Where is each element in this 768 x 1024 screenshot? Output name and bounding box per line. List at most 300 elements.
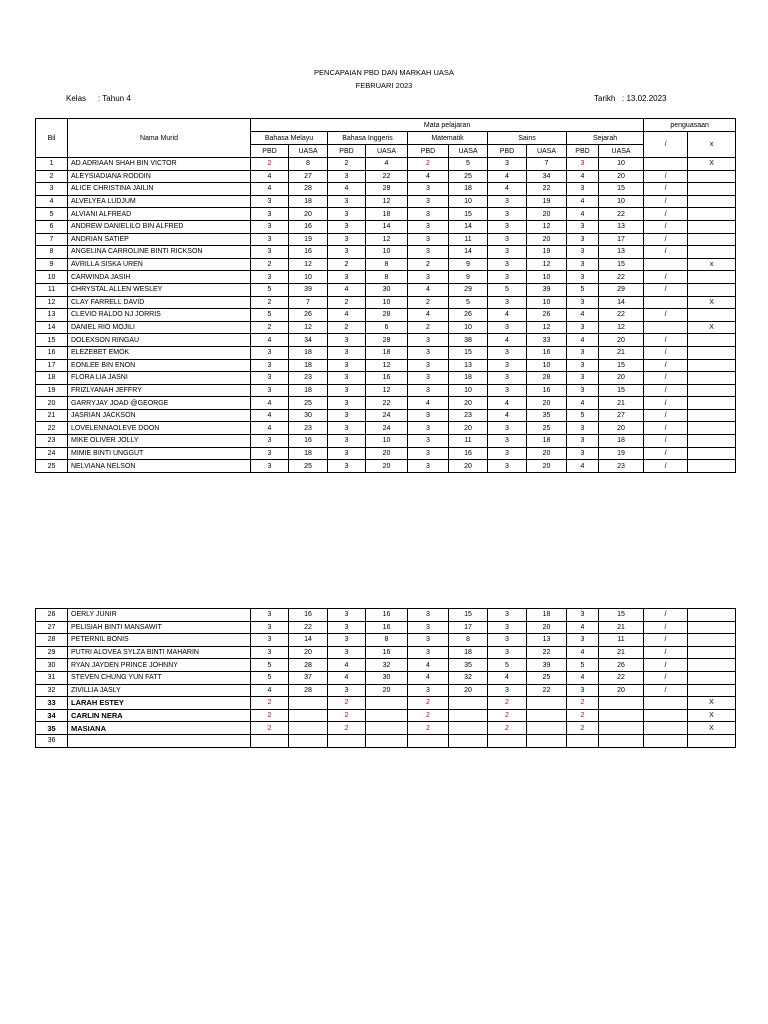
sains-uasa-cell: 39 <box>527 283 567 296</box>
sains-uasa-cell: 22 <box>527 183 567 196</box>
kelas-label: Kelas <box>66 94 87 103</box>
table-row <box>36 722 736 735</box>
mt-pbd-cell: 3 <box>408 409 449 422</box>
bi-uasa-cell: 20 <box>366 447 408 460</box>
sains-uasa-cell: 34 <box>527 170 567 183</box>
sains-pbd-cell: 3 <box>488 621 527 634</box>
bi-uasa-cell: 12 <box>366 384 408 397</box>
student-name-cell: NELVIANA NELSON <box>68 460 251 473</box>
bm-pbd-cell: 3 <box>251 195 289 208</box>
bm-pbd-cell: 3 <box>251 384 289 397</box>
mt-pbd-cell: 2 <box>408 258 449 271</box>
mt-uasa-cell: 18 <box>449 646 488 659</box>
bm-uasa-cell: 28 <box>289 659 328 672</box>
mt-pbd-cell: 3 <box>408 246 449 259</box>
mt-pbd-cell: 3 <box>408 233 449 246</box>
pass-mark-cell: / <box>644 435 688 448</box>
student-name-cell: DANIEL RIO MOJILI <box>68 321 251 334</box>
fail-mark-cell <box>688 659 736 672</box>
bi-uasa-cell: 10 <box>366 246 408 259</box>
sejarah-uasa-cell: 15 <box>599 384 644 397</box>
sains-pbd-cell: 3 <box>488 447 527 460</box>
sains-uasa-cell: 20 <box>527 397 567 410</box>
bi-pbd-cell: 3 <box>328 447 366 460</box>
fail-mark-cell <box>688 372 736 385</box>
student-name-cell: CARWINDA JASIH <box>68 271 251 284</box>
table-row <box>36 422 736 435</box>
sains-uasa-cell <box>527 697 567 710</box>
bil-cell: 9 <box>36 258 68 271</box>
bm-pbd-cell: 3 <box>251 208 289 221</box>
table-row <box>36 734 736 747</box>
mt-pbd-cell: 3 <box>408 460 449 473</box>
sains-pbd-cell: 4 <box>488 409 527 422</box>
bm-pbd-cell: 3 <box>251 621 289 634</box>
bi-pbd-cell: 3 <box>328 170 366 183</box>
table-row <box>36 372 736 385</box>
sains-uasa-cell: 18 <box>527 609 567 622</box>
sains-pbd-cell: 3 <box>488 233 527 246</box>
sains-pbd-cell: 4 <box>488 671 527 684</box>
bi-uasa-cell: 16 <box>366 372 408 385</box>
pass-mark-cell: / <box>644 646 688 659</box>
bil-cell: 13 <box>36 309 68 322</box>
pass-mark-cell: / <box>644 372 688 385</box>
sejarah-uasa-cell: 20 <box>599 334 644 347</box>
sains-uasa-cell: 12 <box>527 220 567 233</box>
bm-pbd-cell: 2 <box>251 296 289 309</box>
sejarah-uasa-cell: 22 <box>599 208 644 221</box>
bm-pbd-cell: 3 <box>251 220 289 233</box>
bil-cell: 22 <box>36 422 68 435</box>
mt-pbd-cell: 3 <box>408 646 449 659</box>
pass-mark-cell: / <box>644 220 688 233</box>
pass-mark-cell: / <box>644 271 688 284</box>
sejarah-uasa-cell: 21 <box>599 397 644 410</box>
sejarah-uasa-cell <box>599 709 644 722</box>
student-name-cell: ALVIANI ALFREAD <box>68 208 251 221</box>
bm-pbd-cell: 5 <box>251 659 289 672</box>
sains-uasa-cell: 20 <box>527 208 567 221</box>
bi-pbd-cell: 4 <box>328 659 366 672</box>
mt-uasa-cell: 35 <box>449 659 488 672</box>
table-row <box>36 170 736 183</box>
mt-uasa-cell: 20 <box>449 684 488 697</box>
bil-cell: 36 <box>36 734 68 747</box>
bm-uasa-cell: 18 <box>289 447 328 460</box>
sains-uasa-cell: 19 <box>527 246 567 259</box>
table-row <box>36 283 736 296</box>
sejarah-pbd-cell: 4 <box>567 170 599 183</box>
sejarah-uasa-cell: 22 <box>599 671 644 684</box>
bi-uasa-cell: 16 <box>366 621 408 634</box>
mt-pbd-cell: 2 <box>408 709 449 722</box>
fail-mark-cell <box>688 734 736 747</box>
student-name-cell: MASIANA <box>68 722 251 735</box>
table-row <box>36 183 736 196</box>
pass-mark-cell: / <box>644 208 688 221</box>
sains-uasa-cell: 25 <box>527 671 567 684</box>
sejarah-pbd-cell: 4 <box>567 671 599 684</box>
sejarah-uasa-cell: 20 <box>599 422 644 435</box>
bi-pbd-cell: 2 <box>328 296 366 309</box>
bm-pbd-cell: 4 <box>251 334 289 347</box>
bi-uasa-cell: 30 <box>366 283 408 296</box>
sejarah-pbd-cell: 3 <box>567 321 599 334</box>
bi-pbd-cell: 3 <box>328 384 366 397</box>
bi-uasa-cell: 28 <box>366 183 408 196</box>
sains-pbd-cell: 3 <box>488 258 527 271</box>
bil-cell: 29 <box>36 646 68 659</box>
sejarah-uasa-cell: 15 <box>599 359 644 372</box>
mt-uasa-cell: 18 <box>449 372 488 385</box>
sains-pbd-cell: 3 <box>488 646 527 659</box>
sejarah-pbd-cell: 3 <box>567 609 599 622</box>
pass-mark-cell <box>644 321 688 334</box>
sains-pbd-cell: 5 <box>488 659 527 672</box>
bm-uasa-cell: 34 <box>289 334 328 347</box>
sejarah-uasa-cell: 21 <box>599 346 644 359</box>
sains-pbd-cell: 3 <box>488 346 527 359</box>
sejarah-uasa-cell: 12 <box>599 321 644 334</box>
marks-table-part-2 <box>35 608 736 748</box>
table-row <box>36 258 736 271</box>
bi-pbd-cell: 3 <box>328 208 366 221</box>
table-row <box>36 447 736 460</box>
sains-pbd-cell: 3 <box>488 435 527 448</box>
bil-cell: 32 <box>36 684 68 697</box>
fail-mark-cell <box>688 422 736 435</box>
fail-mark-cell <box>688 621 736 634</box>
sejarah-pbd-cell: 4 <box>567 460 599 473</box>
mt-uasa-cell: 23 <box>449 409 488 422</box>
sejarah-pbd-cell: 3 <box>567 422 599 435</box>
header-subject: Bahasa Melayu <box>251 132 328 145</box>
pass-mark-cell <box>644 722 688 735</box>
mt-pbd-cell: 3 <box>408 208 449 221</box>
bi-pbd-cell: 3 <box>328 684 366 697</box>
sejarah-pbd-cell: 4 <box>567 646 599 659</box>
sejarah-pbd-cell: 3 <box>567 447 599 460</box>
mt-uasa-cell: 5 <box>449 296 488 309</box>
bi-pbd-cell: 3 <box>328 359 366 372</box>
sejarah-pbd-cell: 3 <box>567 183 599 196</box>
header-subject: Sejarah <box>567 132 644 145</box>
sains-uasa-cell: 10 <box>527 271 567 284</box>
sejarah-uasa-cell: 26 <box>599 659 644 672</box>
table-row <box>36 397 736 410</box>
mt-uasa-cell: 15 <box>449 346 488 359</box>
bi-pbd-cell: 3 <box>328 246 366 259</box>
pass-mark-cell: / <box>644 384 688 397</box>
bi-uasa-cell: 24 <box>366 409 408 422</box>
sejarah-uasa-cell: 21 <box>599 646 644 659</box>
mt-uasa-cell: 5 <box>449 158 488 171</box>
fail-mark-cell: x <box>688 258 736 271</box>
header-mata-pelajaran: Mata pelajaran <box>251 119 644 132</box>
fail-mark-cell <box>688 460 736 473</box>
bil-cell: 23 <box>36 435 68 448</box>
bi-uasa-cell: 8 <box>366 634 408 647</box>
mt-pbd-cell: 3 <box>408 372 449 385</box>
mt-pbd-cell: 3 <box>408 684 449 697</box>
sejarah-pbd-cell: 5 <box>567 283 599 296</box>
mt-pbd-cell: 2 <box>408 296 449 309</box>
sejarah-uasa-cell: 22 <box>599 309 644 322</box>
header-pbd: PBD <box>408 145 449 158</box>
sains-uasa-cell: 7 <box>527 158 567 171</box>
bil-cell: 8 <box>36 246 68 259</box>
mt-pbd-cell: 3 <box>408 447 449 460</box>
bil-cell: 7 <box>36 233 68 246</box>
mt-pbd-cell: 3 <box>408 195 449 208</box>
bm-pbd-cell: 4 <box>251 397 289 410</box>
bi-pbd-cell: 3 <box>328 397 366 410</box>
fail-mark-cell <box>688 384 736 397</box>
bm-uasa-cell <box>289 697 328 710</box>
sains-pbd-cell: 2 <box>488 722 527 735</box>
sains-pbd-cell: 4 <box>488 397 527 410</box>
bil-cell: 6 <box>36 220 68 233</box>
table-row <box>36 709 736 722</box>
sains-pbd-cell: 3 <box>488 195 527 208</box>
sains-pbd-cell: 5 <box>488 283 527 296</box>
sejarah-uasa-cell: 19 <box>599 447 644 460</box>
pass-mark-cell: / <box>644 671 688 684</box>
student-name-cell: ANGELINA CARROLINE BINTI RICKSON <box>68 246 251 259</box>
pass-mark-cell <box>644 158 688 171</box>
header-subject: Bahasa Inggeris <box>328 132 408 145</box>
sejarah-pbd-cell: 2 <box>567 709 599 722</box>
bm-pbd-cell: 4 <box>251 684 289 697</box>
bm-uasa-cell <box>289 722 328 735</box>
table-row <box>36 158 736 171</box>
marks-table-part-1 <box>35 118 736 473</box>
bi-pbd-cell: 3 <box>328 460 366 473</box>
sejarah-uasa-cell: 13 <box>599 220 644 233</box>
mt-uasa-cell <box>449 722 488 735</box>
bil-cell: 35 <box>36 722 68 735</box>
fail-mark-cell <box>688 397 736 410</box>
table-row <box>36 621 736 634</box>
bil-cell: 25 <box>36 460 68 473</box>
table-row <box>36 409 736 422</box>
mt-uasa-cell <box>449 734 488 747</box>
fail-mark-cell <box>688 359 736 372</box>
bi-pbd-cell: 3 <box>328 271 366 284</box>
bi-uasa-cell: 14 <box>366 220 408 233</box>
mt-uasa-cell: 14 <box>449 246 488 259</box>
bm-pbd-cell: 4 <box>251 409 289 422</box>
sains-uasa-cell: 10 <box>527 296 567 309</box>
mt-pbd-cell <box>408 734 449 747</box>
student-name-cell: GARRYJAY JOAD @GEORGE <box>68 397 251 410</box>
sains-uasa-cell: 10 <box>527 359 567 372</box>
student-name-cell: PUTRI ALOVEA SYLZA BINTI MAHARIN <box>68 646 251 659</box>
bm-uasa-cell: 14 <box>289 634 328 647</box>
bm-uasa-cell: 20 <box>289 646 328 659</box>
sains-pbd-cell: 4 <box>488 334 527 347</box>
sains-pbd-cell: 3 <box>488 384 527 397</box>
bi-uasa-cell: 28 <box>366 309 408 322</box>
fail-mark-cell <box>688 195 736 208</box>
student-name-cell: MIKE OLIVER JOLLY <box>68 435 251 448</box>
bil-cell: 2 <box>36 170 68 183</box>
bm-pbd-cell: 3 <box>251 646 289 659</box>
bi-pbd-cell: 2 <box>328 321 366 334</box>
table-row <box>36 646 736 659</box>
bi-uasa-cell <box>366 722 408 735</box>
bm-pbd-cell <box>251 734 289 747</box>
sejarah-uasa-cell: 21 <box>599 621 644 634</box>
sains-pbd-cell: 3 <box>488 359 527 372</box>
mt-uasa-cell: 20 <box>449 422 488 435</box>
sains-pbd-cell: 3 <box>488 296 527 309</box>
bi-pbd-cell: 3 <box>328 634 366 647</box>
table-row <box>36 684 736 697</box>
bm-pbd-cell: 5 <box>251 671 289 684</box>
mt-pbd-cell: 3 <box>408 422 449 435</box>
sains-uasa-cell: 28 <box>527 372 567 385</box>
bi-uasa-cell: 32 <box>366 659 408 672</box>
fail-mark-cell: X <box>688 709 736 722</box>
pass-mark-cell: / <box>644 684 688 697</box>
bm-uasa-cell: 39 <box>289 283 328 296</box>
mt-pbd-cell: 3 <box>408 609 449 622</box>
bm-pbd-cell: 2 <box>251 258 289 271</box>
mt-uasa-cell: 11 <box>449 233 488 246</box>
bm-uasa-cell: 26 <box>289 309 328 322</box>
bil-cell: 19 <box>36 384 68 397</box>
sejarah-pbd-cell: 3 <box>567 346 599 359</box>
sejarah-uasa-cell: 15 <box>599 183 644 196</box>
bi-uasa-cell: 16 <box>366 609 408 622</box>
sains-pbd-cell: 3 <box>488 634 527 647</box>
bil-cell: 30 <box>36 659 68 672</box>
mt-pbd-cell: 4 <box>408 309 449 322</box>
bil-cell: 18 <box>36 372 68 385</box>
bil-cell: 33 <box>36 697 68 710</box>
sains-uasa-cell: 16 <box>527 384 567 397</box>
sejarah-uasa-cell: 15 <box>599 609 644 622</box>
student-name-cell: ALVELYEA LUDJUM <box>68 195 251 208</box>
bil-cell: 21 <box>36 409 68 422</box>
bi-pbd-cell: 2 <box>328 158 366 171</box>
student-name-cell: DOLEXSON RINGAU <box>68 334 251 347</box>
bi-uasa-cell: 20 <box>366 460 408 473</box>
bil-cell: 14 <box>36 321 68 334</box>
sains-uasa-cell: 35 <box>527 409 567 422</box>
bm-pbd-cell: 3 <box>251 609 289 622</box>
sejarah-pbd-cell <box>567 734 599 747</box>
mt-pbd-cell: 4 <box>408 671 449 684</box>
bm-uasa-cell <box>289 734 328 747</box>
student-name-cell: LARAH ESTEY <box>68 697 251 710</box>
student-name-cell: CHRYSTAL ALLEN WESLEY <box>68 283 251 296</box>
sains-uasa-cell: 13 <box>527 634 567 647</box>
bm-uasa-cell: 37 <box>289 671 328 684</box>
bi-uasa-cell <box>366 709 408 722</box>
bil-cell: 10 <box>36 271 68 284</box>
bm-uasa-cell: 22 <box>289 621 328 634</box>
table-row <box>36 334 736 347</box>
student-name-cell: LOVELENNAOLEVE DOON <box>68 422 251 435</box>
bm-uasa-cell: 19 <box>289 233 328 246</box>
bm-pbd-cell: 2 <box>251 697 289 710</box>
sejarah-uasa-cell: 27 <box>599 409 644 422</box>
bi-pbd-cell: 3 <box>328 334 366 347</box>
bm-pbd-cell: 2 <box>251 321 289 334</box>
pass-mark-cell: / <box>644 183 688 196</box>
bm-uasa-cell: 25 <box>289 460 328 473</box>
bm-pbd-cell: 3 <box>251 246 289 259</box>
sains-uasa-cell <box>527 734 567 747</box>
sejarah-uasa-cell: 20 <box>599 170 644 183</box>
bi-pbd-cell: 3 <box>328 422 366 435</box>
table-row <box>36 246 736 259</box>
bm-pbd-cell: 3 <box>251 447 289 460</box>
table-row <box>36 609 736 622</box>
fail-mark-cell <box>688 671 736 684</box>
mt-pbd-cell: 2 <box>408 722 449 735</box>
bi-uasa-cell: 24 <box>366 422 408 435</box>
bil-cell: 17 <box>36 359 68 372</box>
pass-mark-cell: / <box>644 659 688 672</box>
fail-mark-cell <box>688 409 736 422</box>
mt-uasa-cell: 8 <box>449 634 488 647</box>
bm-uasa-cell <box>289 709 328 722</box>
pass-mark-cell: / <box>644 246 688 259</box>
bi-uasa-cell: 8 <box>366 271 408 284</box>
fail-mark-cell <box>688 233 736 246</box>
table-row <box>36 271 736 284</box>
sejarah-uasa-cell: 14 <box>599 296 644 309</box>
bi-uasa-cell: 22 <box>366 397 408 410</box>
header-subject: Sains <box>488 132 567 145</box>
sains-uasa-cell <box>527 722 567 735</box>
pass-mark-cell: / <box>644 170 688 183</box>
bm-pbd-cell: 4 <box>251 170 289 183</box>
sejarah-pbd-cell: 2 <box>567 722 599 735</box>
fail-mark-cell <box>688 447 736 460</box>
bi-uasa-cell: 20 <box>366 684 408 697</box>
sejarah-uasa-cell: 18 <box>599 435 644 448</box>
bm-uasa-cell: 23 <box>289 422 328 435</box>
student-name-cell: ALICE CHRISTINA JAILIN <box>68 183 251 196</box>
student-name-cell: EONLEE BIN ENON <box>68 359 251 372</box>
mt-pbd-cell: 2 <box>408 158 449 171</box>
bil-cell: 20 <box>36 397 68 410</box>
bi-pbd-cell: 2 <box>328 722 366 735</box>
bm-uasa-cell: 25 <box>289 397 328 410</box>
pass-mark-cell: / <box>644 397 688 410</box>
fail-mark-cell: X <box>688 321 736 334</box>
student-name-cell: PETERNIL BONIS <box>68 634 251 647</box>
sains-uasa-cell: 39 <box>527 659 567 672</box>
bil-cell: 4 <box>36 195 68 208</box>
sejarah-pbd-cell: 3 <box>567 684 599 697</box>
mt-pbd-cell: 3 <box>408 359 449 372</box>
sejarah-uasa-cell: 13 <box>599 246 644 259</box>
header-uasa: UASA <box>527 145 567 158</box>
fail-mark-cell: X <box>688 296 736 309</box>
bm-uasa-cell: 8 <box>289 158 328 171</box>
bi-pbd-cell: 3 <box>328 220 366 233</box>
student-name-cell: PELISIAH BINTI MANSAWIT <box>68 621 251 634</box>
bi-uasa-cell: 18 <box>366 346 408 359</box>
sejarah-pbd-cell: 3 <box>567 220 599 233</box>
mt-uasa-cell: 9 <box>449 271 488 284</box>
